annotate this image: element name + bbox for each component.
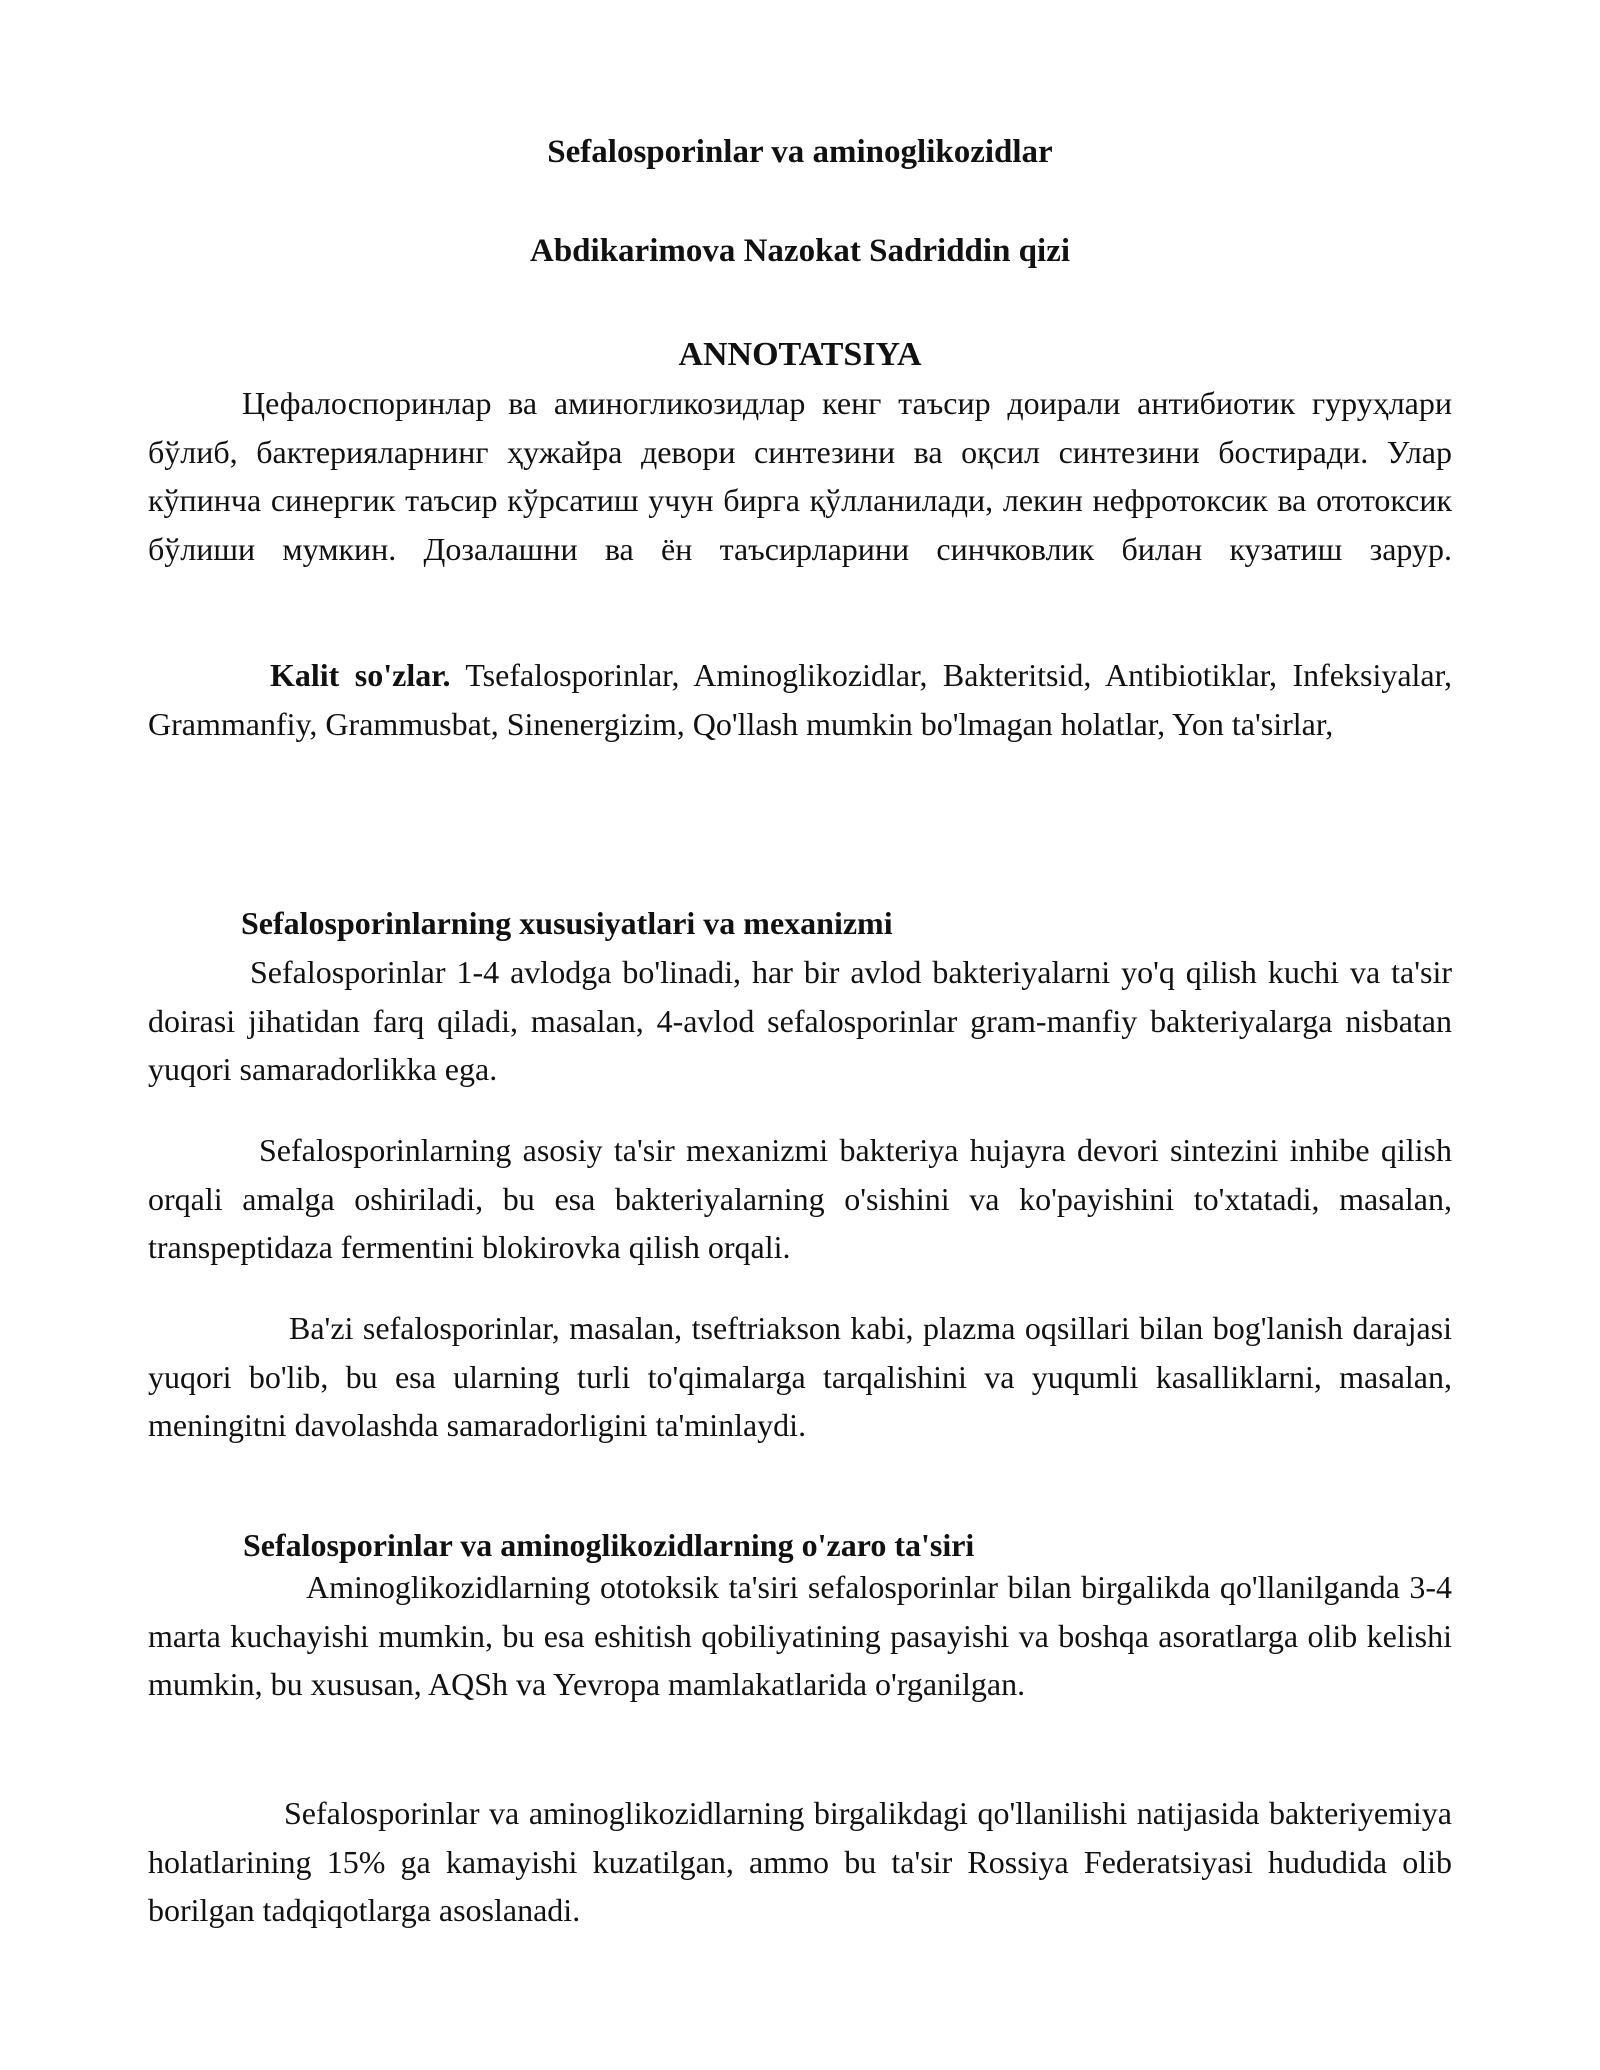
document-page bbox=[148, 0, 1452, 2070]
section1-paragraph-1: Sefalosporinlar 1-4 avlodga bo'linadi, har bir avlod bakteriyalarni yo'q qilish kuchi va ta'sir doirasi jihatidan farq qiladi, masalan, 4-avlod sefalosporinlar gram-manfiy bakteriyalarga nisbatan yuqori samaradorlikka ega. bbox=[148, 954, 1452, 1087]
section1-paragraph-2: Sefalosporinlarning asosiy ta'sir mexanizmi bakteriya hujayra devori sintezini inhibe qilish orqali amalga oshiriladi, bu esa bakteriyalarning o'sishini va ko'payishini to'xtatadi, masalan, transpeptidaza fermentini blokirovka qilish orqali. bbox=[148, 1132, 1452, 1265]
annotation-text: Цефалоспоринлар ва аминогликозидлар кенг таъсир доирали антибиотик гуруҳлари бўлиб, бактерияларнинг ҳужайра девори синтезини ва оқсил синтезини бостиради. Улар кўпинча синергик таъсир кўрсатиш учун бирга қўлланилади, лекин нефротоксик ва ототоксик бўлиши мумкин. Дозалашни ва ён таъсирларини синчковлик билан кузатиш зарур. bbox=[148, 385, 1452, 567]
keywords-list: Tsefalosporinlar, Aminoglikozidlar, Bakteritsid, Antibiotiklar, Infeksiyalar, Grammanfiy, Grammusbat, Sinenergizim, Qo'llash mumkin bo'lmagan holatlar, Yon ta'sirlar, bbox=[148, 657, 1453, 742]
annotation-heading: ANNOTATSIYA bbox=[678, 336, 922, 373]
keywords-paragraph bbox=[148, 651, 1452, 748]
author-name: Abdikarimova Nazokat Sadriddin qizi bbox=[529, 233, 1071, 269]
section-heading-properties: Sefalosporinlarning xususiyatlari va mexanizmi bbox=[241, 905, 893, 941]
keywords-label: Kalit so'zlar. bbox=[270, 657, 451, 693]
section1-paragraph-3: Ba'zi sefalosporinlar, masalan, tseftriakson kabi, plazma oqsillari bilan bog'lanish darajasi yuqori bo'lib, bu esa ularning turli to'qimalarga tarqalishini va yuqumli kasalliklarni, masalan, meningitni davolashda samaradorligini ta'minlaydi. bbox=[148, 1310, 1452, 1443]
document-title: Sefalosporinlar va aminoglikozidlar bbox=[547, 134, 1053, 170]
section2-paragraph-1: Aminoglikozidlarning ototoksik ta'siri sefalosporinlar bilan birgalikda qo'llanilganda 3-4 marta kuchayishi mumkin, bu esa eshitish qobiliyatining pasayishi va boshqa asoratlarga olib kelishi mumkin, bu xususan, AQSh va Yevropa mamlakatlarida o'rganilgan. bbox=[148, 1569, 1452, 1702]
section-heading-interaction: Sefalosporinlar va aminoglikozidlarning o'zaro ta'siri bbox=[243, 1527, 975, 1563]
section2-paragraph-2: Sefalosporinlar va aminoglikozidlarning birgalikdagi qo'llanilishi natijasida bakteriyemiya holatlarining 15% ga kamayishi kuzatilgan, ammo bu ta'sir Rossiya Federatsiyasi hududida olib borilgan tadqiqotlarga asoslanadi. bbox=[148, 1795, 1452, 1928]
